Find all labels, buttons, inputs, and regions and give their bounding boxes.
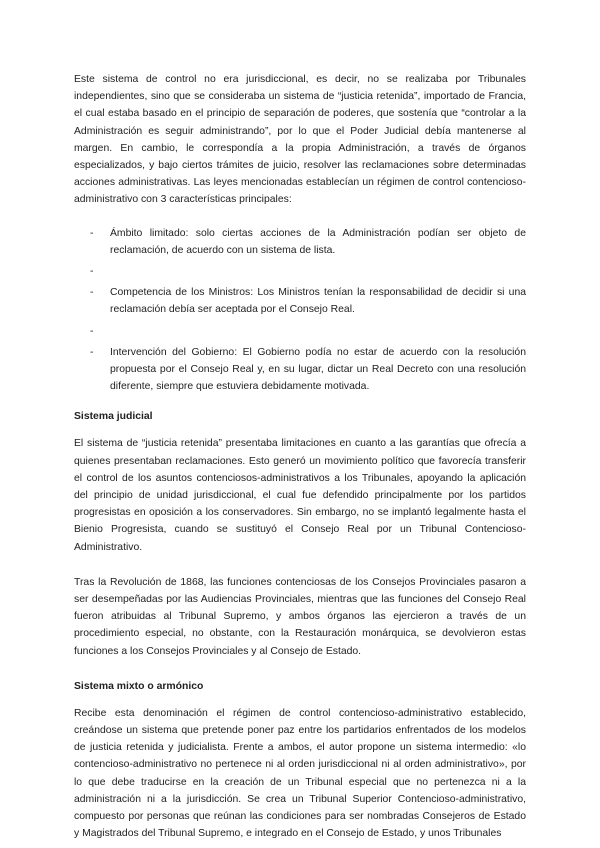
intro-paragraph: Este sistema de control no era jurisdiccional, es decir, no se realizaba por Tribunales independientes, sino que se consideraba un sistema de “justicia retenida”, importado de Francia, el cual estaba basado en el principio de separación de poderes, que sostenía que “controlar a la Administración es seguir administrando”, por lo que el Poder Judicial debía mantenerse al margen. En cambio, le correspondía a la propia Administración, a través de órganos especializados, y bajo ciertos trámites de juicio, resolver las reclamaciones sobre determinadas acciones administrativas. Las leyes mencionadas establecían un régimen de control contencioso-administrativo con 3 características principales: (74, 74, 526, 206)
list-dash: - (90, 266, 94, 278)
list-item (74, 225, 526, 259)
characteristics-list (74, 225, 526, 396)
judicial-paragraph-1: El sistema de “justicia retenida” presentaba limitaciones en cuanto a las garantías que ofrecía a quienes presentaban reclamaciones. Esto generó un movimiento político que favorecía transferir el control de los asuntos contenciosos-administrativos a los Tribunales, apoyando la aplicación del principio de unidad jurisdiccional, el cual fue defendido principalmente por los partidos progresistas en oposición a los conservadores. Sin embargo, no se implantó legalmente hasta el Bienio Progresista, cuando se sustituyó el Consejo Real por un Tribunal Contencioso-Administrativo. (74, 438, 526, 553)
list-dash: - (90, 346, 94, 358)
list-item (74, 263, 526, 280)
list-item-text: Intervención del Gobierno: El Gobierno podía no estar de acuerdo con la resolución propuesta por el Consejo Real y, en su lugar, dictar un Real Decreto con una resolución diferente, siempre que estuviera debidamente motivada. (110, 346, 526, 393)
mixto-paragraph-1: Recibe esta denominación el régimen de control contencioso-administrativo establecido, creándose un sistema que pretende poner paz entre los partidarios enfrentados de los modelos de justicia retenida y judicialista. Frente a ambos, el autor propone un sistema intermedio: «lo contencioso-administrativo no pertenece ni al orden jurisdiccional ni al orden administrativo», por lo que debe traducirse en la creación de un Tribunal especial que no pertenezca ni a la administración ni a la jurisdicción. Se crea un Tribunal Superior Contencioso-administrativo, compuesto por personas que reúnan las condiciones para ser nombradas Consejeros de Estado y Magistrados del Tribunal Supremo, e integrado en el Consejo de Estado, y unos Tribunales (74, 707, 526, 840)
section-heading-judicial: Sistema judicial (74, 411, 153, 423)
list-dash: - (90, 227, 94, 239)
list-item-text: Competencia de los Ministros: Los Ministros tenían la responsabilidad de decidir si una reclamación debía ser aceptada por el Consejo Real. (110, 287, 526, 316)
list-dash: - (90, 287, 94, 299)
list-item (74, 284, 526, 318)
list-item (74, 323, 526, 340)
judicial-paragraph-2: Tras la Revolución de 1868, las funciones contenciosas de los Consejos Provinciales pasaron a ser desempeñadas por las Audiencias Provinciales, mientras que las funciones del Consejo Real fueron atribuidas al Tribunal Supremo, y ambos órganos las ejercieron a través de un procedimiento especial, no obstante, con la Restauración monárquica, se devolvieron estas funciones a los Consejos Provinciales y al Consejo de Estado. (74, 576, 526, 657)
list-dash: - (90, 325, 94, 337)
section-heading-mixto: Sistema mixto o armónico (74, 680, 204, 692)
list-item (74, 344, 526, 396)
list-item-text: Ámbito limitado: solo ciertas acciones de la Administración podían ser objeto de reclamación, de acuerdo con un sistema de lista. (110, 227, 526, 256)
